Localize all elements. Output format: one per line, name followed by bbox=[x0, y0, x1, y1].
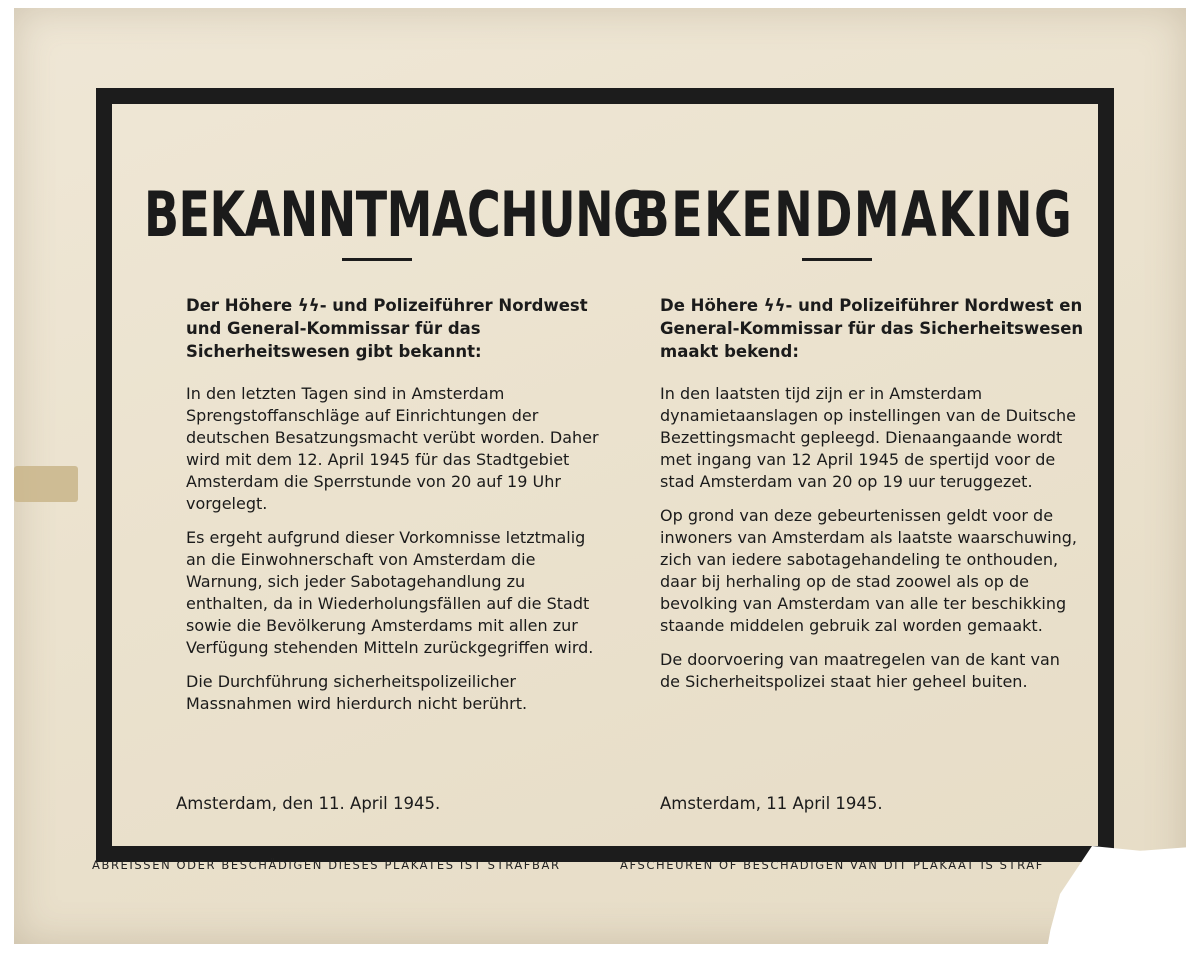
dutch-headline: BEKENDMAKING bbox=[634, 178, 1074, 251]
tape-remnant bbox=[14, 466, 78, 502]
german-paragraph-1: In den letzten Tagen sind in Amsterdam Sprengstoffanschläge auf Einrichtungen der deutschen Besatzungsmacht verübt worden. Daher wird mit dem 12. April 1945 für das Stadtgebiet Amsterdam die Sperrstunde von 20 auf 19 Uhr vorgelegt. bbox=[186, 384, 599, 513]
german-headline: BEKANNTMACHUNG bbox=[144, 178, 651, 251]
dutch-lead: De Höhere ϟϟ- und Polizeiführer Nordwest en General-Kommissar für das Sicherheitswesen maakt bekend: bbox=[660, 296, 1084, 361]
dutch-headline-rule bbox=[802, 258, 872, 261]
german-headline-rule bbox=[342, 258, 412, 261]
german-paragraph-3: Die Durchführung sicherheitspolizeilicher Massnahmen wird hierdurch nicht berührt. bbox=[186, 672, 528, 713]
german-lead: Der Höhere ϟϟ- und Polizeiführer Nordwest und General-Kommissar für das Sicherheitswesen gibt bekannt: bbox=[186, 296, 588, 361]
german-signoff: Amsterdam, den 11. April 1945. bbox=[176, 794, 441, 813]
poster-border bbox=[96, 88, 1114, 862]
german-paragraph-2: Es ergeht aufgrund dieser Vorkomnisse letztmalig an die Einwohnerschaft von Amsterdam die Warnung, sich jeder Sabotagehandlung zu enthalten, da in Wiederholungsfällen auf die Stadt sowie die Bevölkerung Amsterdams mit allen zur Verfügung stehenden Mitteln zurückgegriffen wird. bbox=[186, 528, 594, 657]
dutch-signoff: Amsterdam, 11 April 1945. bbox=[660, 794, 883, 813]
dutch-paragraph-1: In den laatsten tijd zijn er in Amsterdam dynamietaanslagen op instellingen van de Duitsche Bezettingsmacht gepleegd. Dienaangaande wordt met ingang van 12 April 1945 de spertijd voor de stad Amsterdam van 20 op 19 uur teruggezet. bbox=[660, 384, 1076, 491]
dutch-paragraph-2: Op grond van deze gebeurtenissen geldt voor de inwoners van Amsterdam als laatste waarschuwing, zich van iedere sabotagehandeling te onthouden, daar bij herhaling op de stad zoowel als op de bevolking van Amsterdam van alle ter beschikking staande middelen gebruik zal worden gemaakt. bbox=[660, 506, 1077, 635]
dutch-body bbox=[660, 294, 1084, 705]
dutch-footer-warning: AFSCHEUREN OF BESCHADIGEN VAN DIT PLAKAAT IS STRAF bbox=[620, 858, 1044, 872]
german-footer-warning: ABREISSEN ODER BESCHÄDIGEN DIESES PLAKATES IST STRAFBAR bbox=[92, 858, 561, 872]
dutch-paragraph-3: De doorvoering van maatregelen van de kant van de Sicherheitspolizei staat hier geheel buiten. bbox=[660, 650, 1060, 691]
german-body bbox=[186, 294, 610, 727]
